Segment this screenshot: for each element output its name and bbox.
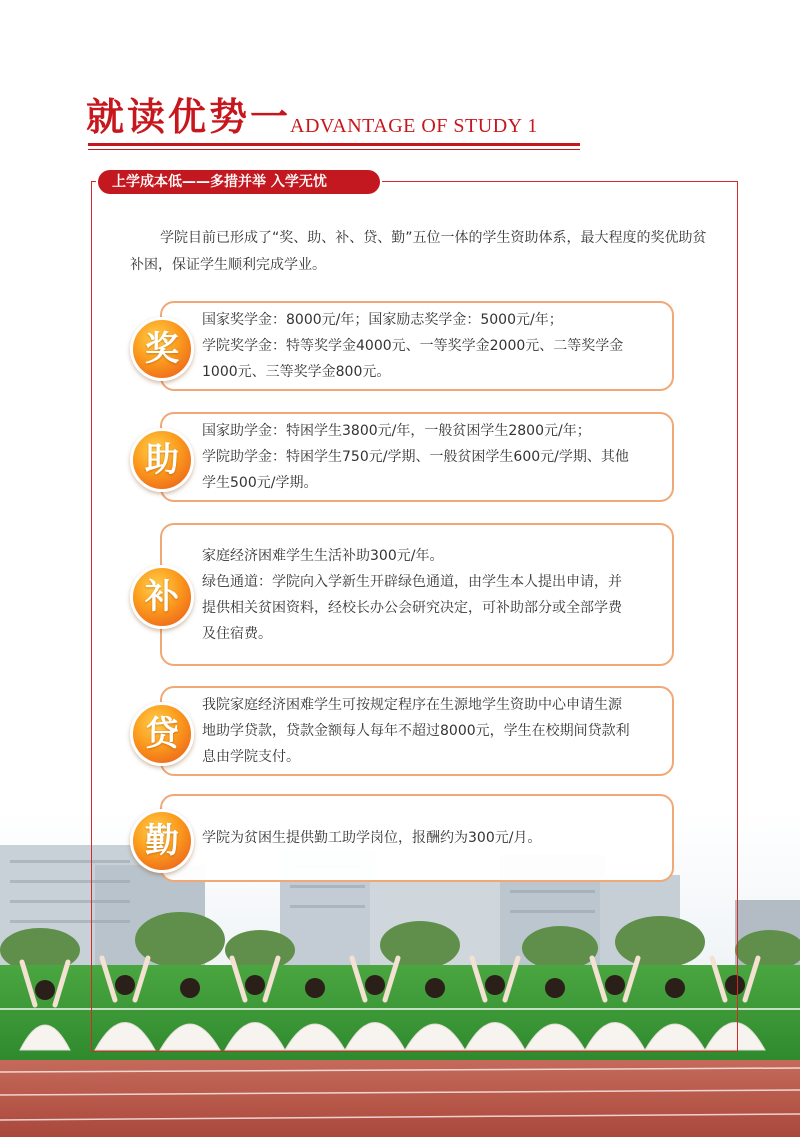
- card-line: 地助学贷款，贷款金额每人每年不超过8000元，学生在校期间贷款利: [202, 723, 630, 739]
- card-line: 绿色通道：学院向入学新生开辟绿色通道，由学生本人提出申请，并: [202, 573, 622, 590]
- scholarship-badge-icon: 奖: [130, 317, 194, 381]
- work-study-badge-icon: 勤: [130, 809, 194, 873]
- loan-badge-icon: 贷: [130, 702, 194, 766]
- subsidy-card: [160, 523, 674, 666]
- card-line: 及住宿费。: [202, 625, 272, 642]
- title-underline-thin: [88, 149, 580, 150]
- card-text: [202, 418, 629, 496]
- card-line: 家庭经济困难学生生活补助300元/年。: [202, 547, 444, 564]
- page-title-english: ADVANTAGE OF STUDY 1: [290, 115, 538, 137]
- card-text: [202, 543, 622, 647]
- title-underline: [88, 143, 580, 146]
- card-text: [202, 692, 630, 770]
- grant-card: [160, 412, 674, 502]
- card-line: 1000元、三等奖学金800元。: [202, 364, 391, 380]
- card-line: 国家助学金：特困学生3800元/年，一般贫困学生2800元/年；: [202, 423, 591, 439]
- grant-badge-icon: 助: [130, 428, 194, 492]
- card-line: 学院奖学金：特等奖学金4000元、一等奖学金2000元、二等奖学金: [202, 338, 624, 354]
- loan-card: [160, 686, 674, 776]
- card-line: 学院为贫困生提供勤工助学岗位，报酬约为300元/月。: [202, 830, 542, 846]
- section-heading: 上学成本低——多措并举 入学无忧: [98, 170, 380, 194]
- card-line: 提供相关贫困资料，经校长办公会研究决定，可补助部分或全部学费: [202, 599, 622, 616]
- card-line: 我院家庭经济困难学生可按规定程序在生源地学生资助中心申请生源: [202, 697, 622, 713]
- scholarship-card: [160, 301, 674, 391]
- work-study-card: [160, 794, 674, 882]
- card-text: [202, 307, 623, 385]
- card-line: 息由学院支付。: [202, 749, 300, 765]
- card-line: 学生500元/学期。: [202, 475, 318, 491]
- card-line: 国家奖学金：8000元/年；国家励志奖学金：5000元/年；: [202, 312, 563, 328]
- card-text: [202, 825, 541, 851]
- subsidy-badge-icon: 补: [130, 565, 194, 629]
- card-line: 学院助学金：特困学生750元/学期、一般贫困学生600元/学期、其他: [202, 449, 629, 465]
- intro-paragraph: 学院目前已形成了“奖、助、补、贷、勤”五位一体的学生资助体系，最大程度的奖优助贫补困，保证学生顺利完成学业。: [130, 230, 707, 273]
- page-title: 就读优势一: [86, 95, 292, 139]
